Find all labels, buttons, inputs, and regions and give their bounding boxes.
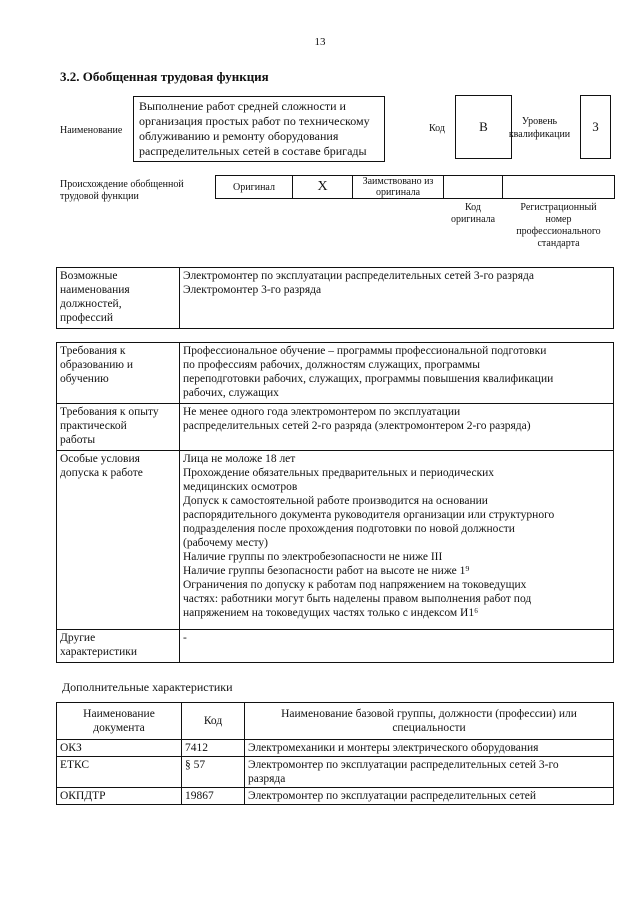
- reg-number-caption: [506, 202, 611, 250]
- function-name-line: распределительных сетей в составе бригады: [139, 144, 367, 158]
- original-mark: Х: [317, 179, 328, 194]
- label-line: Другие: [60, 632, 96, 644]
- borrowed-label-line: оригинала: [375, 187, 421, 198]
- header-line: документа: [93, 722, 145, 734]
- requirement-label: [57, 451, 180, 630]
- requirement-label: [57, 630, 180, 663]
- value-line: Прохождение обязательных предварительных и периодических: [183, 467, 495, 479]
- caption-line: профессионального: [516, 226, 601, 237]
- cell-code: § 57: [182, 757, 245, 788]
- table-header-row: [57, 703, 614, 740]
- cell-name: [245, 757, 614, 788]
- name-line: Электромонтер по эксплуатации распределительных сетей: [248, 790, 537, 802]
- requirement-value: [180, 451, 614, 630]
- value-line: Электромонтер по эксплуатации распределительных сетей 3-го разряда: [183, 270, 534, 282]
- label-line: образованию и: [60, 359, 133, 371]
- requirement-label: [57, 404, 180, 451]
- header-line: Наименование базовой группы, должности (профессии) или: [281, 708, 577, 720]
- positions-table: [56, 267, 614, 329]
- cell-name: [245, 788, 614, 805]
- original-label: Оригинал: [233, 182, 275, 193]
- code-label: Код: [429, 123, 445, 134]
- label-line: Особые условия: [60, 453, 140, 465]
- borrowed-label: [353, 176, 443, 198]
- caption-line: Регистрационный: [520, 202, 597, 213]
- value-line: частях: работники могут быть наделены правом выполнения работ под: [183, 593, 532, 605]
- header-name: [245, 703, 614, 740]
- value-line: подразделения после прохождения подготовки по новой должности: [183, 523, 515, 535]
- positions-label: [57, 268, 180, 329]
- cell-name: [245, 740, 614, 757]
- value-line: (рабочему месту): [183, 537, 269, 549]
- caption-line: номер: [545, 214, 572, 225]
- table-row: [57, 268, 614, 329]
- table-row: [57, 757, 614, 788]
- code-original-caption: [440, 202, 506, 226]
- origin-label-line: трудовой функции: [60, 191, 139, 202]
- caption-line: оригинала: [450, 214, 496, 225]
- level-label: [502, 115, 577, 141]
- function-name-line: Выполнение работ средней сложности и: [139, 99, 346, 113]
- code-value: В: [455, 95, 512, 159]
- level-value: 3: [580, 95, 611, 159]
- table-row: [57, 404, 614, 451]
- caption-line: Код: [465, 202, 481, 213]
- label-line: допуска к работе: [60, 467, 143, 479]
- value-line: Профессиональное обучение – программы профессиональной подготовки: [183, 345, 547, 357]
- value-line: по профессиям рабочих, должностям служащих, программы: [183, 359, 480, 371]
- header-code: Код: [182, 703, 245, 740]
- table-row: [57, 740, 614, 757]
- table-row: [57, 788, 614, 805]
- cell-code: 19867: [182, 788, 245, 805]
- origin-label: [60, 179, 184, 203]
- value-line: Не менее одного года электромонтером по эксплуатации: [183, 406, 461, 418]
- label-line: практической: [60, 420, 127, 432]
- value-line: медицинских осмотров: [183, 481, 298, 493]
- name-label: Наименование: [60, 125, 123, 136]
- cell-doc: ОКЗ: [57, 740, 182, 757]
- name-line: разряда: [248, 773, 286, 785]
- value-line: переподготовки рабочих, служащих, программы повышения квалификации: [183, 373, 554, 385]
- label-line: Требования к опыту: [60, 406, 159, 418]
- positions-value: [180, 268, 614, 329]
- origin-label-line: Происхождение обобщенной: [60, 179, 184, 190]
- label-line: обучению: [60, 373, 109, 385]
- requirement-label: [57, 343, 180, 404]
- header-line: Наименование: [83, 708, 155, 720]
- label-line: Возможные: [60, 270, 118, 282]
- level-label-line: квалификации: [508, 129, 571, 140]
- label-line: наименования: [60, 284, 130, 296]
- value-line: распорядительного документа руководителя организации или структурного: [183, 509, 555, 521]
- table-row: [57, 451, 614, 630]
- value-line: Ограничения по допуску к работам под напряжением на токоведущих: [183, 579, 527, 591]
- value-line: Наличие группы по электробезопасности не ниже III: [183, 551, 443, 563]
- value-line: рабочих, служащих: [183, 387, 279, 399]
- cell-doc: ОКПДТР: [57, 788, 182, 805]
- page-number: 13: [314, 36, 326, 48]
- level-label-line: Уровень: [521, 116, 558, 127]
- requirement-value: [180, 404, 614, 451]
- function-name-line: облуживанию и ремонту оборудования: [139, 129, 339, 143]
- label-line: должностей,: [60, 298, 122, 310]
- value-line: -: [183, 632, 187, 644]
- label-line: Требования к: [60, 345, 126, 357]
- name-line: Электромонтер по эксплуатации распределительных сетей 3-го: [248, 759, 559, 771]
- table-row: [57, 630, 614, 663]
- caption-line: стандарта: [537, 238, 580, 249]
- value-line: напряжением на токоведущих частях только с индексом И1⁶: [183, 607, 479, 619]
- label-line: характеристики: [60, 646, 138, 658]
- requirement-value: [180, 343, 614, 404]
- additional-table: [56, 702, 614, 805]
- header-line: специальности: [392, 722, 466, 734]
- cell-doc: ЕТКС: [57, 757, 182, 788]
- name-line: Электромеханики и монтеры электрического оборудования: [248, 742, 539, 754]
- value-line: распределительных сетей 2-го разряда (электромонтером 2-го разряда): [183, 420, 531, 432]
- requirements-table: [56, 342, 614, 663]
- function-name-box: [133, 96, 385, 162]
- borrowed-label-line: Заимствовано из: [362, 176, 434, 187]
- section-heading: 3.2. Обобщенная трудовая функция: [60, 69, 269, 84]
- value-line: Допуск к самостоятельной работе производится на основании: [183, 495, 488, 507]
- function-name-line: организация простых работ по техническому: [139, 114, 370, 128]
- label-line: профессий: [60, 312, 114, 324]
- table-row: [57, 343, 614, 404]
- value-line: Электромонтер 3-го разряда: [183, 284, 322, 296]
- additional-title: Дополнительные характеристики: [62, 680, 233, 694]
- value-line: Наличие группы безопасности работ на высоте не ниже 1⁹: [183, 565, 470, 577]
- value-line: Лица не моложе 18 лет: [183, 453, 296, 465]
- header-doc: [57, 703, 182, 740]
- requirement-value: [180, 630, 614, 663]
- cell-code: 7412: [182, 740, 245, 757]
- label-line: работы: [60, 434, 96, 446]
